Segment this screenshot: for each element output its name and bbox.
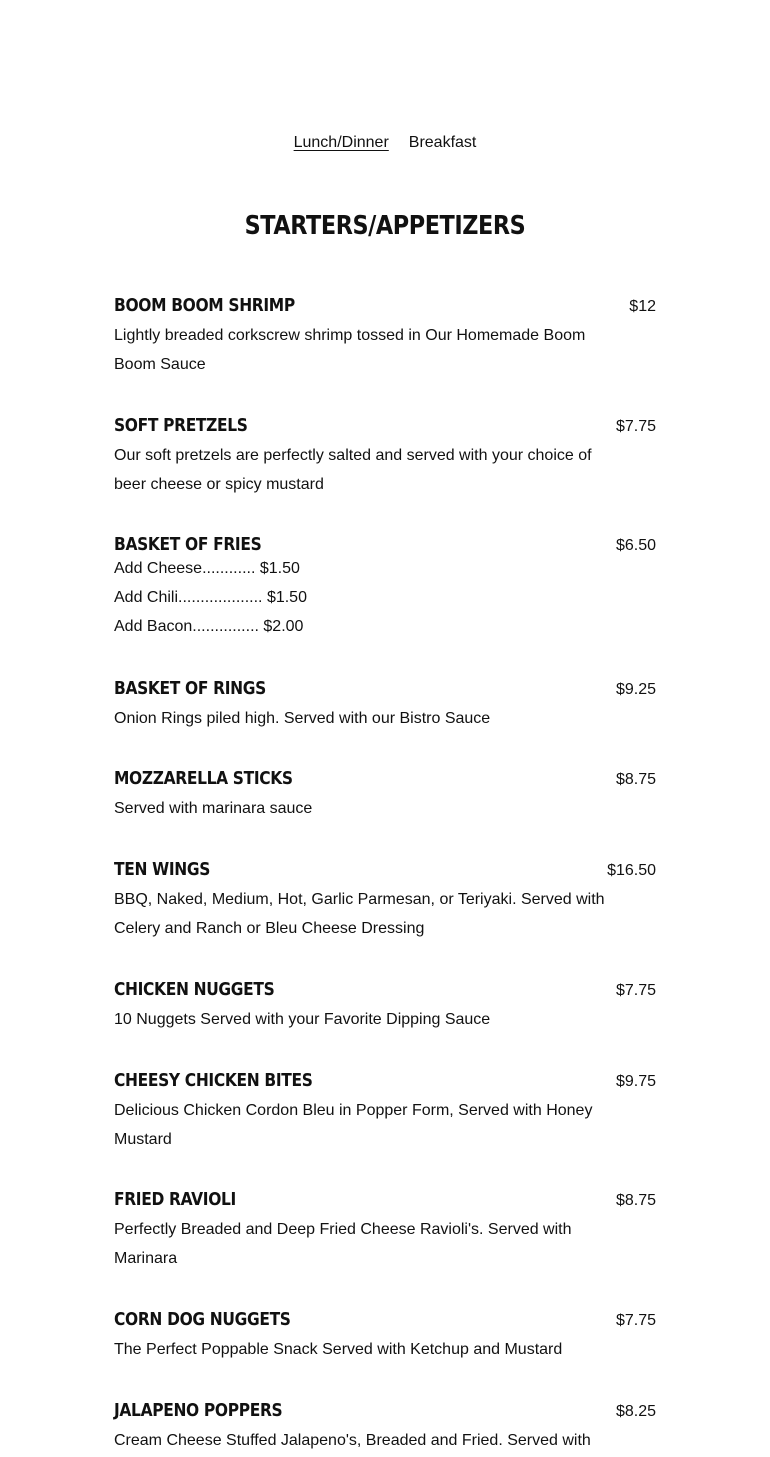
menu-item <box>114 856 656 943</box>
item-price: $7.75 <box>615 1312 656 1329</box>
item-name: FRIED RAVIOLI <box>114 1189 236 1210</box>
item-description: Lightly breaded corkscrew shrimp tossed in Our Homemade Boom Boom Sauce <box>114 327 586 373</box>
item-price: $9.25 <box>615 681 656 698</box>
item-description: Perfectly Breaded and Deep Fried Cheese Ravioli's. Served with Marinara <box>114 1221 572 1267</box>
item-price: $8.25 <box>615 1403 656 1420</box>
item-name: JALAPENO POPPERS <box>114 1400 283 1421</box>
item-name: BASKET OF RINGS <box>114 678 266 699</box>
item-description: Onion Rings piled high. Served with our Bistro Sauce <box>114 710 491 727</box>
menu-item <box>114 1186 656 1273</box>
item-price: $7.75 <box>615 418 656 435</box>
section-title: STARTERS/APPETIZERS <box>244 211 526 241</box>
addon-chili: Add Chili................... $1.50 <box>114 589 307 606</box>
item-description: Delicious Chicken Cordon Bleu in Popper Form, Served with Honey Mustard <box>114 1102 593 1148</box>
menu-item <box>114 1067 656 1154</box>
item-description: BBQ, Naked, Medium, Hot, Garlic Parmesan, or Teriyaki. Served with Celery and Ranch or Bleu Cheese Dressing <box>114 891 605 937</box>
menu-item <box>114 976 656 1034</box>
item-name: SOFT PRETZELS <box>114 415 248 436</box>
item-description: Our soft pretzels are perfectly salted and served with your choice of beer cheese or spicy mustard <box>114 447 592 493</box>
menu-item <box>114 675 656 733</box>
item-price: $9.75 <box>615 1073 656 1090</box>
item-price: $6.50 <box>615 537 656 554</box>
menu-tabs <box>0 132 770 154</box>
menu-item <box>114 1306 656 1364</box>
tab-lunch-dinner[interactable]: Lunch/Dinner <box>293 134 389 151</box>
item-name: CORN DOG NUGGETS <box>114 1309 291 1330</box>
item-price: $8.75 <box>615 771 656 788</box>
menu-item <box>114 1397 656 1455</box>
item-name: CHICKEN NUGGETS <box>114 979 275 1000</box>
menu-item <box>114 412 656 499</box>
item-name: MOZZARELLA STICKS <box>114 768 293 789</box>
item-price: $16.50 <box>607 862 656 879</box>
item-description: The Perfect Poppable Snack Served with Ketchup and Mustard <box>114 1341 563 1358</box>
tab-breakfast[interactable]: Breakfast <box>408 134 477 151</box>
addon-cheese: Add Cheese............ $1.50 <box>114 560 300 577</box>
item-name: BASKET OF FRIES <box>114 534 262 555</box>
item-name: TEN WINGS <box>114 859 211 880</box>
item-name: CHEESY CHICKEN BITES <box>114 1070 313 1091</box>
item-price: $8.75 <box>615 1192 656 1209</box>
menu-item <box>114 292 656 379</box>
item-description: Served with marinara sauce <box>114 800 313 817</box>
menu-item <box>114 531 656 641</box>
item-description: Cream Cheese Stuffed Jalapeno's, Breaded and Fried. Served with <box>114 1432 591 1449</box>
addon-list <box>114 554 656 641</box>
item-price: $12 <box>629 298 656 315</box>
menu-item <box>114 765 656 823</box>
item-name: BOOM BOOM SHRIMP <box>114 295 295 316</box>
item-price: $7.75 <box>615 982 656 999</box>
addon-bacon: Add Bacon............... $2.00 <box>114 618 304 635</box>
item-description: 10 Nuggets Served with your Favorite Dipping Sauce <box>114 1011 491 1028</box>
